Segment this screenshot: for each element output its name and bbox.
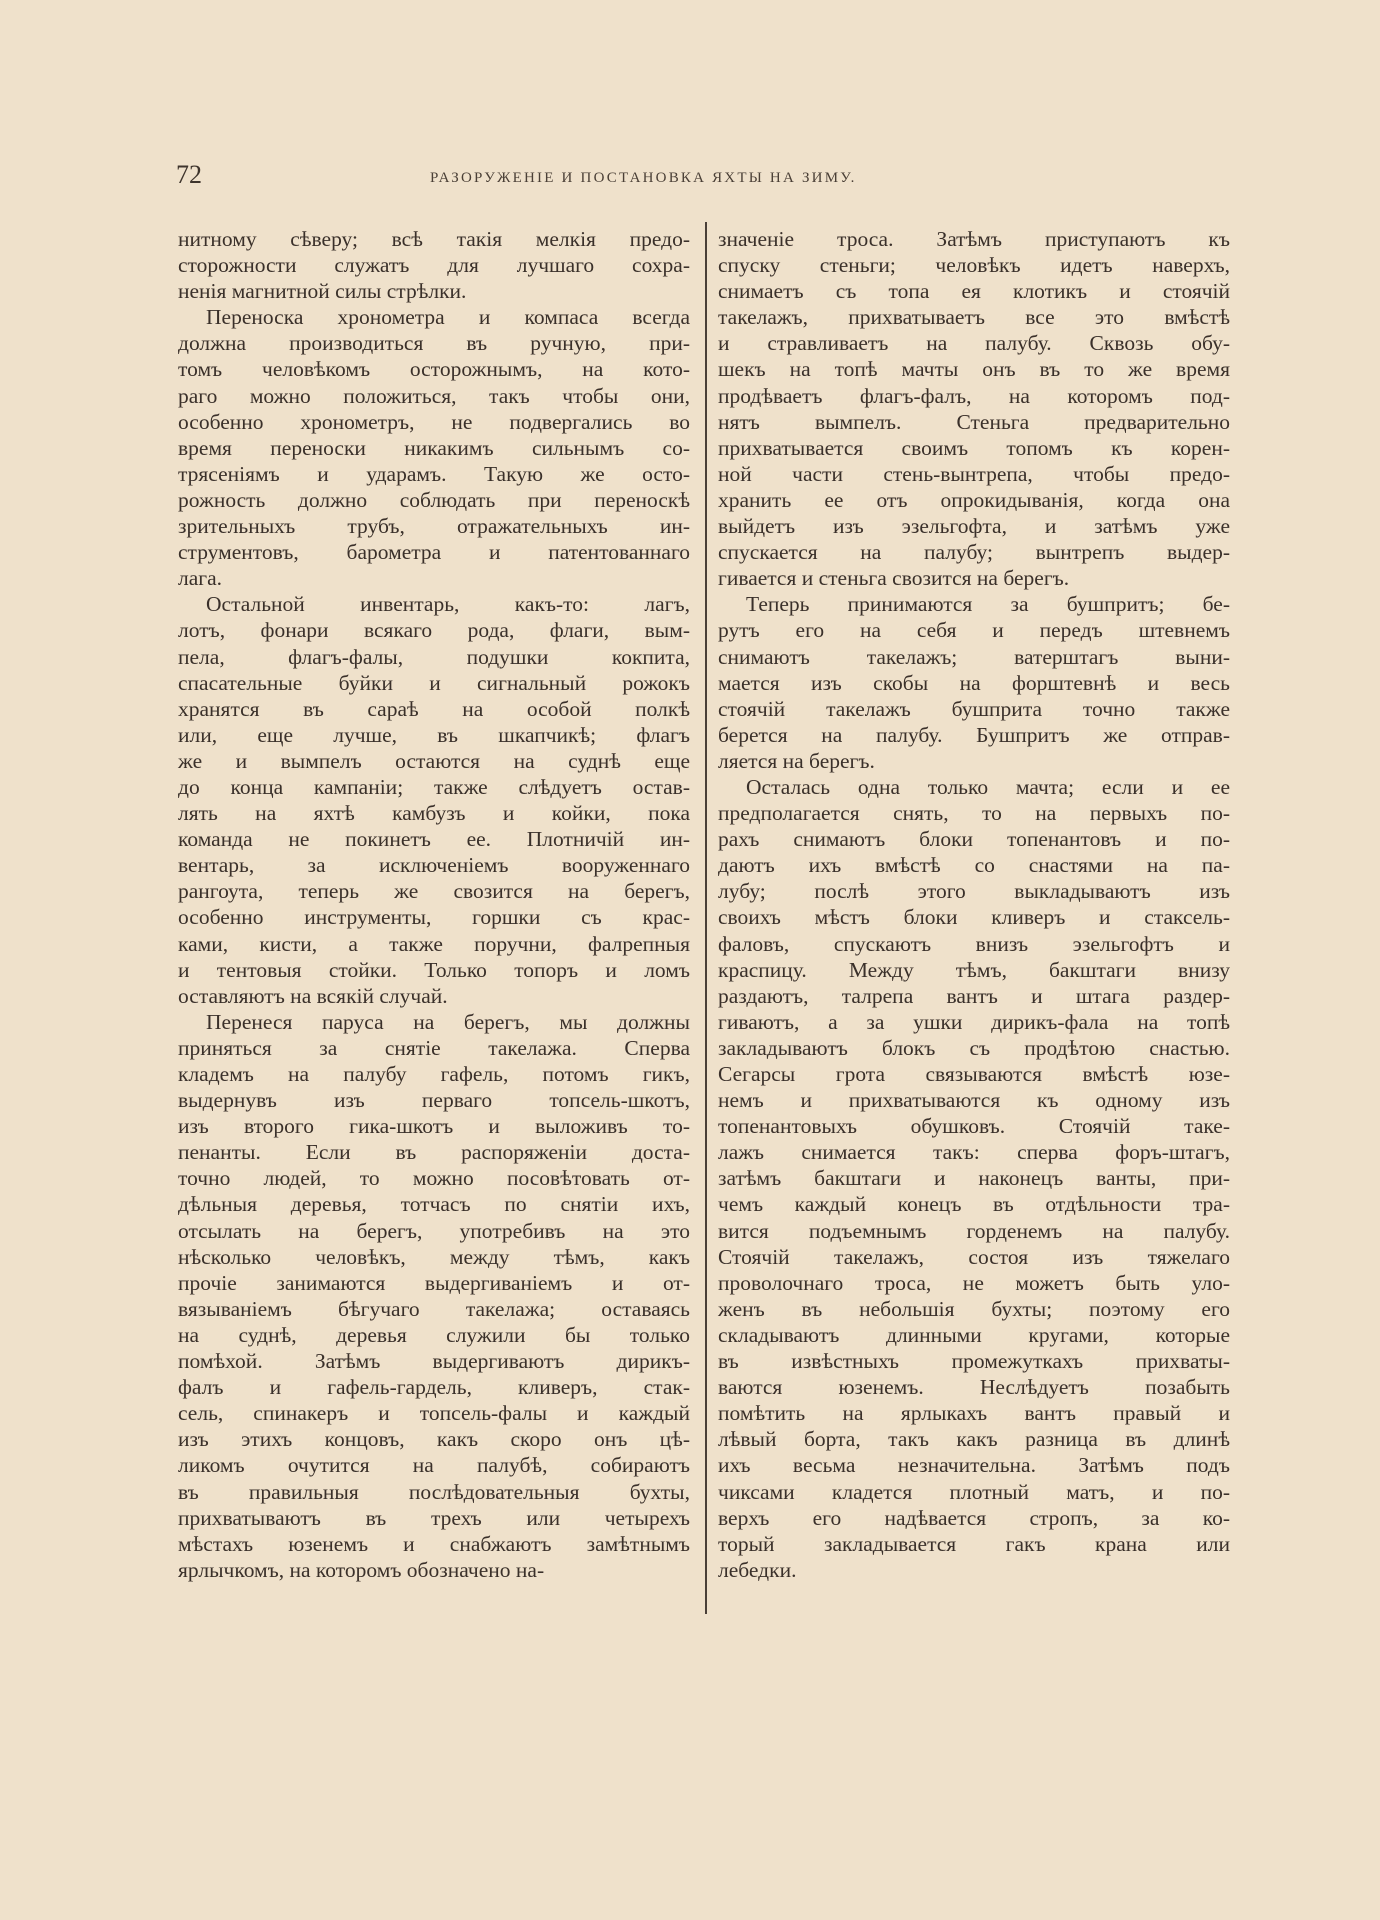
text-line: даютъ ихъ вмѣстѣ со снастями на па- (718, 853, 1230, 878)
text-line: спуску стеньги; человѣкъ идетъ наверхъ, (718, 253, 1230, 278)
running-title: РАЗОРУЖЕНІЕ И ПОСТАНОВКА ЯХТЫ НА ЗИМУ. (430, 170, 857, 186)
text-line: дѣльныя деревья, тотчасъ по снятіи ихъ, (178, 1192, 690, 1217)
text-line: хранятся въ сараѣ на особой полкѣ (178, 696, 690, 721)
text-line: берется на палубу. Бушпритъ же отправ- (718, 722, 1230, 747)
text-line: до конца кампаніи; также слѣдуетъ остав- (178, 774, 690, 799)
text-line: помѣхой. Затѣмъ выдергиваютъ дирикъ- (178, 1349, 690, 1374)
text-line: на суднѣ, деревья служили бы только (178, 1322, 690, 1347)
text-line: лебедки. (718, 1557, 797, 1582)
paragraph (178, 226, 690, 304)
text-line: лотъ, фонари всякаго рода, флаги, вым- (178, 618, 690, 643)
text-line: струментовъ, барометра и патентованнаго (178, 540, 690, 565)
text-line: чиксами кладется плотный матъ, и по- (718, 1479, 1230, 1504)
text-line: Остальной инвентарь, какъ-то: лагъ, (206, 592, 690, 617)
text-line: лѣвый борта, такъ какъ разница въ длинѣ (718, 1427, 1230, 1452)
text-line: фалъ и гафель-гардель, кливеръ, стак- (178, 1375, 690, 1400)
text-line: торый закладывается гакъ крана или (718, 1531, 1230, 1556)
paragraph (718, 774, 1230, 1583)
text-line: вязываніемъ бѣгучаго такелажа; оставаясь (178, 1296, 690, 1321)
text-line: должна производиться въ ручную, при- (178, 331, 690, 356)
paragraph (178, 591, 690, 1009)
text-line: ляется на берегъ. (718, 748, 875, 773)
text-line: раздаютъ, талрепа вантъ и штага раздер- (718, 983, 1230, 1008)
text-line: точно людей, то можно посовѣтовать от- (178, 1166, 690, 1191)
text-line: ками, кисти, а также поручни, фалрепныя (178, 931, 690, 956)
text-line: лага. (178, 566, 223, 591)
text-line: оставляютъ на всякій случай. (178, 983, 448, 1008)
text-line: трясеніямъ и ударамъ. Такую же осто- (178, 461, 690, 486)
text-line: Стоячій такелажъ, состоя изъ тяжелаго (718, 1244, 1230, 1269)
text-line: помѣтить на ярлыкахъ вантъ правый и (718, 1401, 1230, 1426)
text-line: рожность должно соблюдать при переноскѣ (178, 487, 690, 512)
text-line: особенно инструменты, горшки съ крас- (178, 905, 690, 930)
text-line: рангоута, теперь же свозится на берегъ, (178, 879, 690, 904)
text-line: Сегарсы грота связываются вмѣстѣ юзе- (718, 1062, 1230, 1086)
text-line: шекъ на топѣ мачты онъ въ то же время (718, 357, 1230, 382)
text-line: верхъ его надѣвается стропъ, за ко- (718, 1505, 1230, 1530)
text-line: команда не покинетъ ее. Плотничій ин- (178, 827, 690, 852)
text-line: сель, спинакеръ и топсель-фалы и каждый (178, 1401, 690, 1426)
text-line: и тентовыя стойки. Только топоръ и ломъ (178, 957, 690, 982)
text-line: изъ второго гика-шкотъ и выложивъ то- (178, 1114, 690, 1139)
text-line: изъ этихъ концовъ, какъ скоро онъ цѣ- (178, 1427, 690, 1452)
text-line: прихватывается своимъ топомъ къ корен- (718, 435, 1230, 460)
text-line: лубу; послѣ этого выкладываютъ изъ (718, 879, 1230, 904)
text-line: рахъ снимаютъ блоки топенантовъ и по- (718, 827, 1230, 852)
text-column-left (178, 226, 690, 1583)
text-line: проволочнаго троса, не можетъ быть уло- (718, 1270, 1230, 1295)
paragraph (178, 304, 690, 591)
text-line: краспицу. Между тѣмъ, бакштаги внизу (718, 957, 1230, 982)
text-line: въ правильныя послѣдовательныя бухты, (178, 1479, 690, 1504)
text-line: спасательные буйки и сигнальный рожокъ (178, 670, 690, 695)
paragraph (718, 591, 1230, 774)
text-line: чемъ каждый конецъ въ отдѣльности тра- (718, 1192, 1230, 1217)
text-line: вится подъемнымъ горденемъ на палубу. (718, 1218, 1230, 1243)
text-line: сторожности служатъ для лучшаго сохра- (178, 253, 690, 278)
text-line: ликомъ очутится на палубѣ, собираютъ (178, 1453, 690, 1478)
text-line: предполагается снять, то на первыхъ по- (718, 801, 1230, 826)
text-line: томъ человѣкомъ осторожнымъ, на кото- (178, 357, 690, 382)
text-line: отсылать на берегъ, употребивъ на это (178, 1218, 690, 1243)
paragraph (718, 226, 1230, 591)
text-line: Осталась одна только мачта; если и ее (746, 774, 1230, 799)
text-line: такелажъ, прихватываетъ все это вмѣстѣ (718, 305, 1230, 330)
text-line: затѣмъ бакштаги и наконецъ ванты, при- (718, 1166, 1230, 1191)
text-line: вентарь, за исключеніемъ вооруженнаго (178, 853, 690, 878)
text-line: стоячій такелажъ бушприта точно также (718, 696, 1230, 721)
text-line: женъ въ небольшія бухты; поэтому его (718, 1296, 1230, 1321)
text-line: ихъ весьма незначительна. Затѣмъ подъ (718, 1453, 1230, 1478)
text-line: время переноски никакимъ сильнымъ со- (178, 435, 690, 460)
text-column-right (718, 226, 1230, 1583)
text-line: хранить ее отъ опрокидыванія, когда она (718, 487, 1230, 512)
column-divider (705, 222, 707, 1614)
text-line: снимаетъ съ топа ея клотикъ и стоячій (718, 279, 1230, 304)
text-line: Переноска хронометра и компаса всегда (206, 305, 690, 330)
text-line: особенно хронометръ, не подвергались во (178, 409, 690, 434)
text-line: рутъ его на себя и передъ штевнемъ (718, 618, 1230, 643)
text-line: лажъ снимается такъ: сперва форъ-штагъ, (718, 1140, 1230, 1165)
text-line: топенантовыхъ обушковъ. Стоячій таке- (718, 1114, 1230, 1139)
text-line: пела, флагъ-фалы, подушки кокпита, (178, 644, 690, 669)
text-line: Теперь принимаются за бушпритъ; бе- (746, 592, 1230, 617)
text-line: складываютъ длинными кругами, которые (718, 1322, 1230, 1347)
text-line: мается изъ скобы на форштевнѣ и весь (718, 670, 1230, 695)
text-line: въ извѣстныхъ промежуткахъ прихваты- (718, 1349, 1230, 1374)
text-line: Перенеся паруса на берегъ, мы должны (206, 1009, 690, 1034)
text-line: нятъ вымпелъ. Стеньга предварительно (718, 409, 1230, 434)
text-line: немъ и прихватываются къ одному изъ (718, 1088, 1230, 1113)
text-line: же и вымпелъ остаются на суднѣ еще (178, 748, 690, 773)
paragraph (178, 1009, 690, 1583)
text-line: гиваютъ, а за ушки дирикъ-фала на топѣ (718, 1009, 1230, 1034)
text-line: лять на яхтѣ камбузъ и койки, пока (178, 801, 690, 826)
text-line: снимаютъ такелажъ; ватерштагъ выни- (718, 644, 1230, 669)
text-line: закладываютъ блокъ съ продѣтою снастью. (718, 1035, 1230, 1060)
text-line: ваются юзенемъ. Неслѣдуетъ позабыть (718, 1375, 1230, 1400)
page-number: 72 (176, 160, 202, 189)
text-line: и стравливаетъ на палубу. Сквозь обу- (718, 331, 1230, 356)
text-line: нитному сѣверу; всѣ такія мелкія предо- (178, 227, 690, 251)
text-line: ярлычкомъ, на которомъ обозначено на- (178, 1557, 545, 1582)
text-line: гивается и стеньга свозится на берегъ. (718, 566, 1070, 591)
text-line: приняться за снятіе такелажа. Сперва (178, 1035, 690, 1060)
text-line: зрительныхъ трубъ, отражательныхъ ин- (178, 514, 690, 539)
text-line: ненія магнитной силы стрѣлки. (178, 279, 467, 304)
text-line: выдернувъ изъ перваго топсель-шкотъ, (178, 1088, 690, 1113)
text-line: прочіе занимаются выдергиваніемъ и от- (178, 1270, 690, 1295)
text-line: продѣваетъ флагъ-фалъ, на которомъ под- (718, 383, 1230, 408)
text-line: прихватываютъ въ трехъ или четырехъ (178, 1505, 690, 1530)
text-line: кладемъ на палубу гафель, потомъ гикъ, (178, 1062, 690, 1086)
text-line: фаловъ, спускаютъ внизъ эзельгофтъ и (718, 931, 1230, 956)
text-line: значеніе троса. Затѣмъ приступаютъ къ (718, 227, 1230, 251)
text-line: мѣстахъ юзенемъ и снабжаютъ замѣтнымъ (178, 1531, 690, 1556)
text-line: пенанты. Если въ распоряженіи доста- (178, 1140, 690, 1165)
text-line: выйдетъ изъ эзельгофта, и затѣмъ уже (718, 514, 1230, 539)
text-line: или, еще лучше, въ шкапчикѣ; флагъ (178, 722, 690, 747)
text-line: нѣсколько человѣкъ, между тѣмъ, какъ (178, 1244, 690, 1269)
text-line: своихъ мѣстъ блоки кливеръ и стаксель- (718, 905, 1230, 930)
text-line: ной части стень-вынтрепа, чтобы предо- (718, 461, 1230, 486)
text-line: спускается на палубу; вынтрепъ выдер- (718, 540, 1230, 565)
text-line: раго можно положиться, такъ чтобы они, (178, 383, 690, 408)
